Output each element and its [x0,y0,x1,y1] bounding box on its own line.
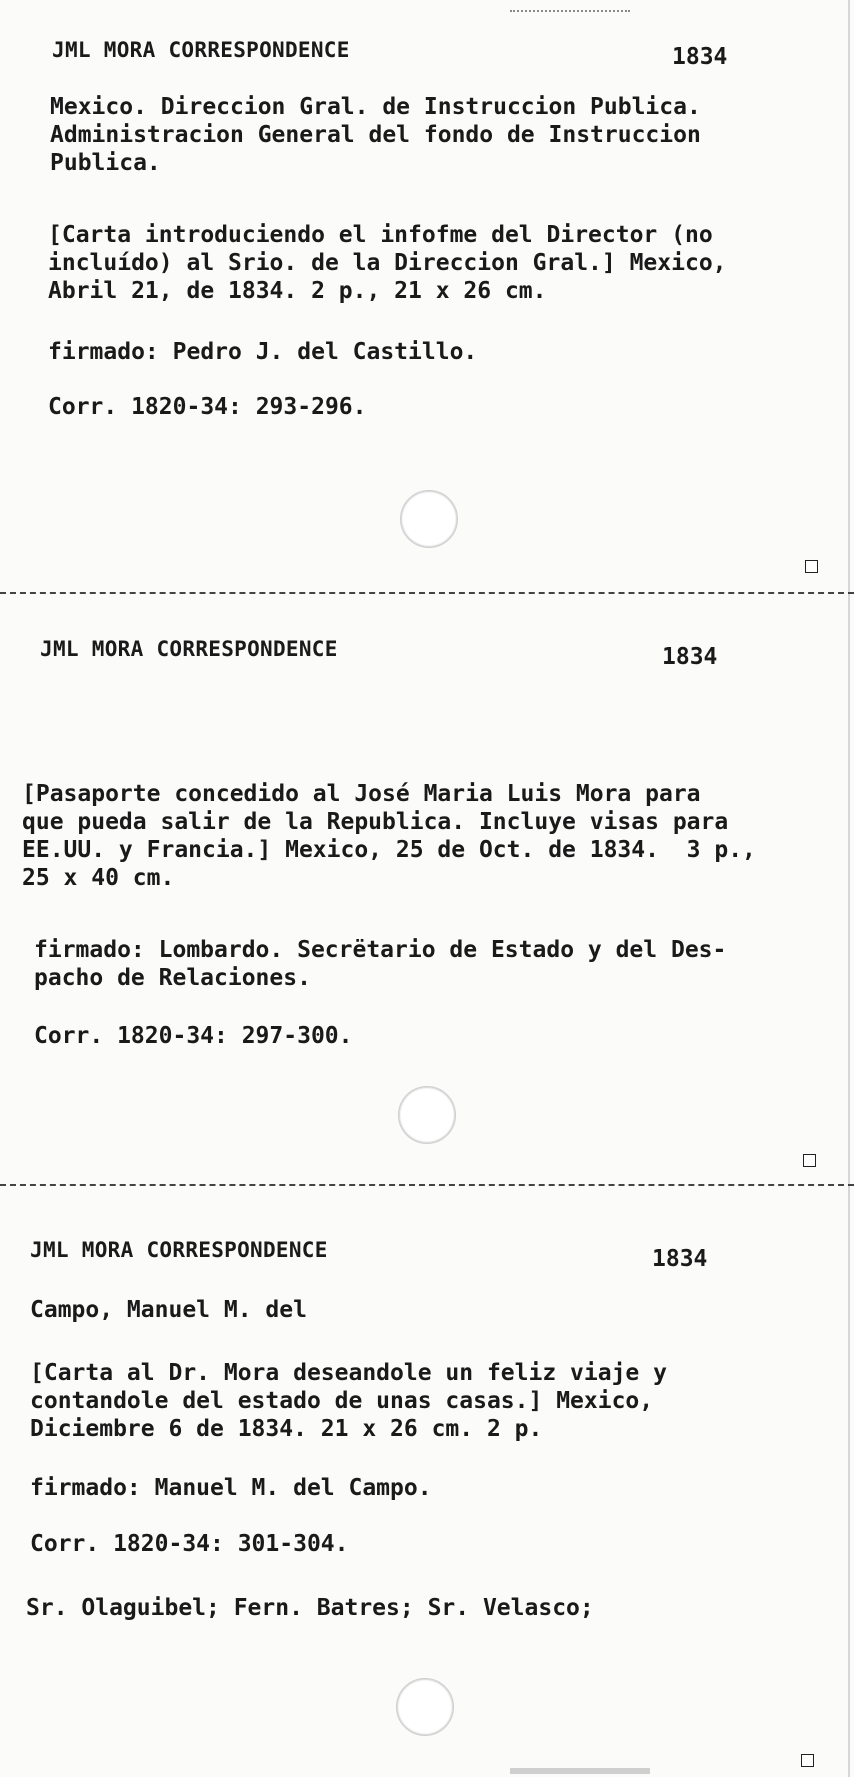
card-header: JML MORA CORRESPONDENCE [30,1238,328,1262]
card-reference: Corr. 1820-34: 297-300. [34,1023,353,1049]
bottom-tear-mark [510,1768,650,1774]
card-heading: Mexico. Direccion Gral. de Instruccion Publica. Administracion General del fondo de Instruccion Publica. [50,94,701,176]
card-subject: Campo, Manuel M. del [30,1297,307,1323]
card-year: 1834 [662,644,718,670]
punch-hole [398,1086,456,1144]
catalog-card-2 [0,592,854,1182]
card-year: 1834 [672,44,728,70]
card-header: JML MORA CORRESPONDENCE [52,38,350,62]
corner-box [803,1154,816,1167]
card-signature: firmado: Pedro J. del Castillo. [48,339,478,365]
punch-hole [396,1678,454,1736]
card-description: [Carta introduciendo el infofme del Director (no incluído) al Srio. de la Direccion Gral.] Mexico, Abril 21, de 1834. 2 p., 21 x 26 cm. [48,222,727,304]
card-description: [Pasaporte concedido al José Maria Luis Mora para que pueda salir de la Republica. Incluye visas para EE.UU. y Francia.] Mexico, 25 de Oct. de 1834. 3 p., 25 x 40 cm. [22,781,756,891]
punch-hole [400,490,458,548]
corner-box [801,1754,814,1767]
card-reference: Corr. 1820-34: 301-304. [30,1531,349,1557]
card-related-names: Sr. Olaguibel; Fern. Batres; Sr. Velasco; [26,1595,594,1621]
card-signature: firmado: Lombardo. Secrëtario de Estado y del Des- pacho de Relaciones. [34,937,727,991]
card-description: [Carta al Dr. Mora deseandole un feliz viaje y contandole del estado de unas casas.] Mexico, Diciembre 6 de 1834. 21 x 26 cm. 2 p. [30,1360,667,1442]
corner-box [805,560,818,573]
card-header: JML MORA CORRESPONDENCE [40,637,338,661]
card-signature: firmado: Manuel M. del Campo. [30,1475,432,1501]
catalog-card-1 [0,0,854,592]
card-reference: Corr. 1820-34: 293-296. [48,394,367,420]
card-year: 1834 [652,1246,708,1272]
catalog-card-3 [0,1184,854,1777]
